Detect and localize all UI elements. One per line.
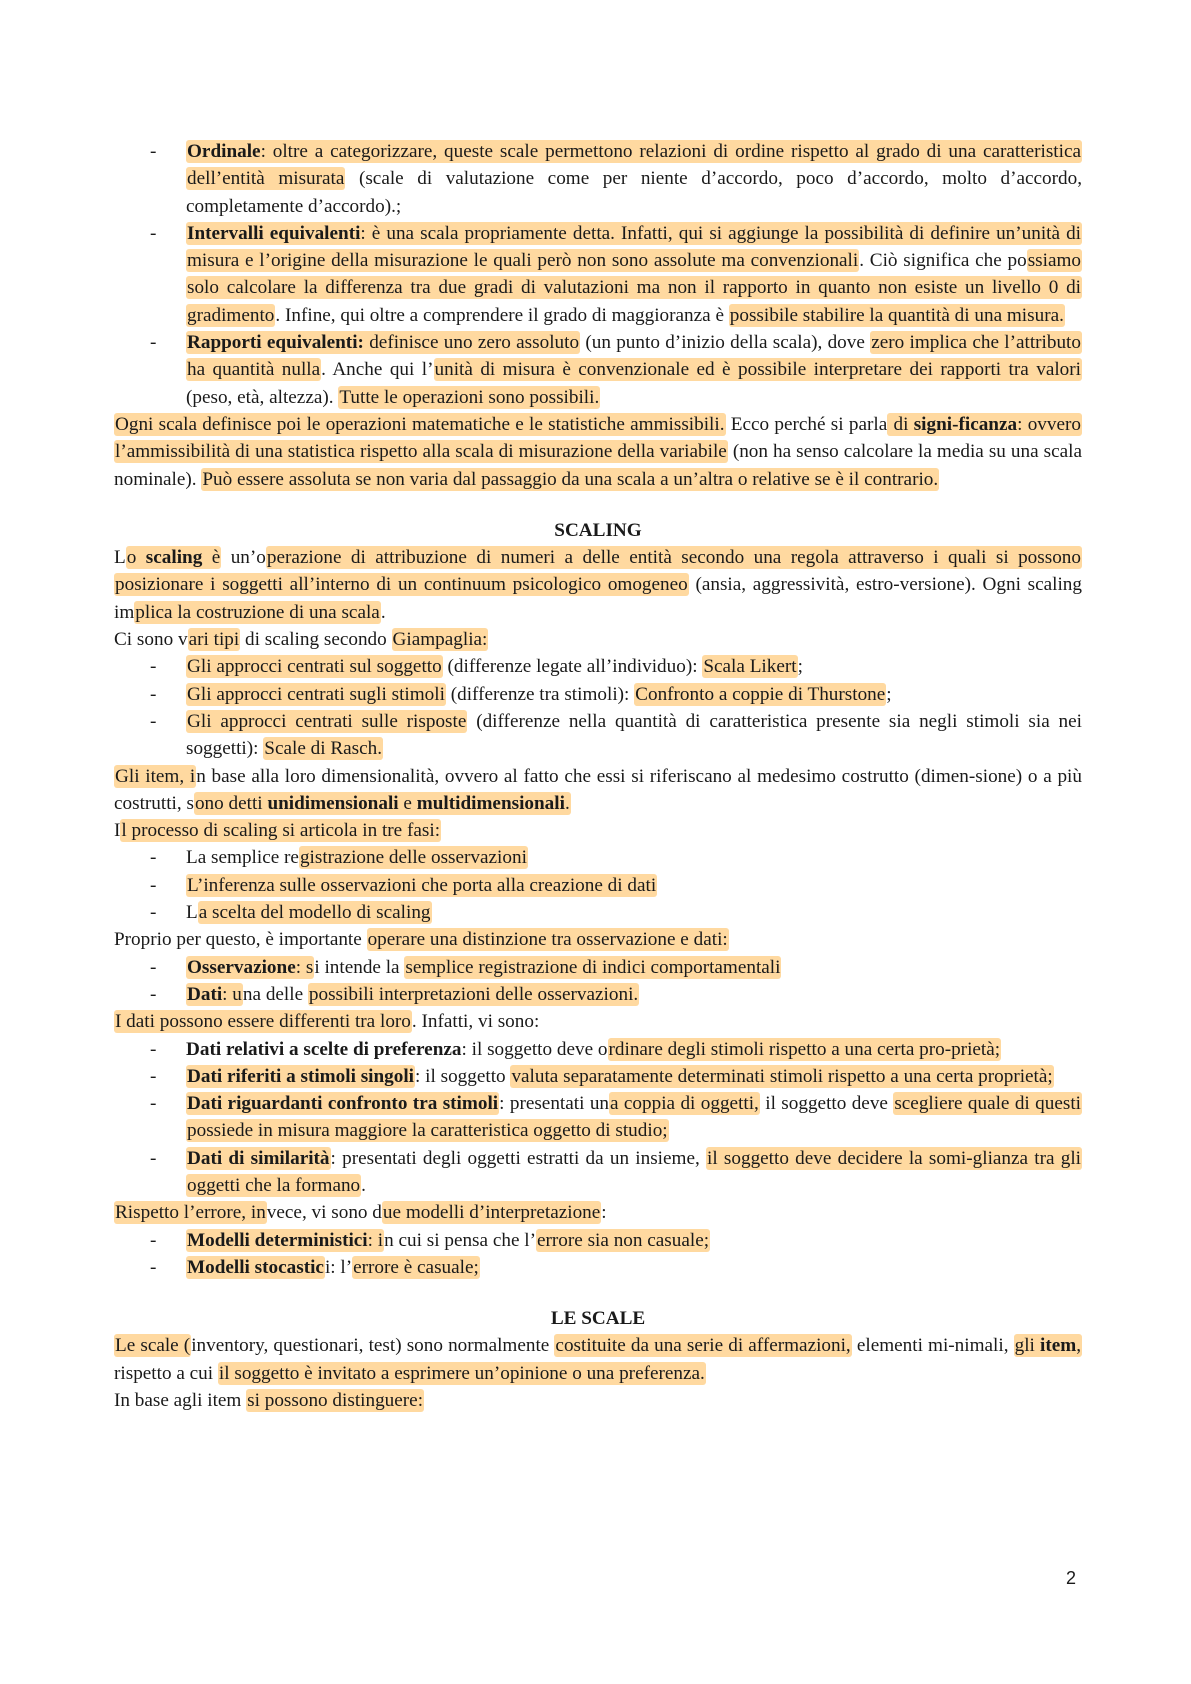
paragraph-item-dimensionality [114, 763, 1082, 818]
highlight-text: : oltre a categorizzare, queste scale permettono relazioni di ordine rispetto al grado di una caratteristica dell’entità misurata [187, 141, 1081, 190]
body-text: n cui si pensa che l’ [384, 1229, 536, 1251]
body-text: (ansia, aggressività, estro-versione). Ogni scaling im [114, 574, 1082, 623]
highlight-text: e [398, 792, 417, 814]
term-significanza: signi-ficanza [913, 413, 1018, 435]
highlight-text: a scelta del modello di scaling [198, 902, 431, 924]
highlight-text: Giampaglia: [392, 629, 488, 651]
body-text: elementi mi-nimali, [851, 1335, 1014, 1357]
paragraph-scaling-definition [114, 544, 1082, 626]
highlight-text: perazione di attribuzione di numeri a delle entità secondo una regola attraverso i quali si possono posizionare i soggetti all’interno di un continuum psicologico omogeneo [115, 547, 1081, 596]
highlight-text: plica la costruzione di una scala [135, 601, 380, 623]
highlight-text: gli [1014, 1335, 1040, 1357]
body-text: ; [797, 656, 803, 678]
data-types-list [114, 1036, 1082, 1200]
highlight-text: Gli approcci centrati sul soggetto [187, 656, 442, 678]
highlight-text: L’inferenza sulle osservazioni che porta alla creazione di dati [187, 874, 657, 896]
body-text: (differenze legate all’individuo): [442, 656, 703, 678]
highlight-text: , [1076, 1335, 1082, 1357]
paragraph-item-distinction [114, 1387, 1082, 1414]
page-number: 2 [1066, 1568, 1077, 1588]
highlight-text: Tutte le operazioni sono possibili. [339, 386, 600, 408]
body-text: vece, vi sono d [266, 1202, 382, 1224]
section-heading-scaling: SCALING [554, 519, 642, 541]
highlight-text: possibili interpretazioni delle osservazioni. [308, 983, 639, 1005]
highlight-text: ari tipi [188, 629, 240, 651]
list-item [186, 844, 1082, 871]
list-item [186, 1227, 1082, 1254]
term-scaling: scaling [145, 547, 203, 569]
body-text: (peso, età, altezza). [186, 386, 339, 408]
term-dati: Dati [187, 983, 223, 1005]
term-dati-confronto: Dati riguardanti confronto tra stimoli [187, 1093, 499, 1115]
body-text: (scale di valutazione come per niente d’accordo, poco d’accordo, molto d’accordo, completamente d’accordo).; [186, 168, 1082, 217]
body-text: . [380, 601, 386, 623]
body-text: rispetto a cui [114, 1362, 218, 1384]
term-dati-similarita: Dati di similarità [187, 1147, 330, 1169]
body-text: i: l’ [324, 1256, 353, 1278]
paragraph-error-models [114, 1199, 1082, 1226]
body-text: . Infine, qui oltre a comprendere il grado di maggioranza è [275, 304, 729, 326]
body-text: . Ciò significa che po [859, 250, 1027, 272]
body-text: (differenze nella quantità di caratteristica presente sia negli stimoli sia nei soggetti): [186, 710, 1082, 760]
highlight-text: di [888, 413, 914, 435]
highlight-text: . [564, 792, 570, 814]
body-text: Ecco perché si parla [725, 413, 888, 435]
document-page [114, 138, 1082, 1414]
term-dati-stimoli-singoli: Dati riferiti a stimoli singoli [187, 1065, 415, 1087]
term-multidimensionali: multidimensionali [416, 792, 565, 814]
term-intervalli: Intervalli equivalenti [187, 222, 361, 244]
body-text: : presentati degli oggetti estratti da un insieme, [330, 1147, 707, 1169]
body-text: La semplice re [186, 847, 299, 869]
list-item [186, 1090, 1082, 1145]
term-osservazione: Osservazione [187, 956, 296, 978]
body-text: : presentati un [499, 1093, 610, 1115]
body-text: L [186, 902, 198, 924]
list-item-rapporti [186, 329, 1082, 411]
term-modelli-stocastici: Modelli stocastic [187, 1256, 324, 1278]
highlight-text: si possono distinguere: [247, 1390, 424, 1412]
list-item [186, 653, 1082, 680]
highlight-text: zero implica che l’attributo ha quantità nulla [187, 332, 1081, 381]
list-item [186, 872, 1082, 899]
highlight-text: : ovvero l’ammissibilità di una statistica rispetto alla scala di misurazione della variabile [115, 413, 1081, 463]
highlight-text: scegliere quale di questi possiede in misura maggiore la caratteristica oggetto di studio; [187, 1093, 1081, 1142]
highlight-text: : è una scala propriamente detta. Infatti, qui si aggiunge la possibilità di definire un’unità di misura e l’origine della misurazione le quali però non sono assolute ma convenzionali [187, 222, 1081, 272]
term-modelli-deterministici: Modelli deterministici [187, 1229, 368, 1251]
list-item [186, 1254, 1082, 1281]
highlight-text: o [126, 547, 146, 569]
highlight-text: unità di misura è convenzionale ed è possibile interpretare dei rapporti tra valori [434, 359, 1081, 381]
body-text: I [114, 820, 121, 842]
body-text: un’o [221, 547, 266, 569]
body-text: : il soggetto deve o [461, 1038, 608, 1060]
highlight-text: gistrazione delle osservazioni [299, 847, 527, 869]
highlight-text: valuta separatamente determinati stimoli rispetto a una certa proprietà; [511, 1065, 1053, 1087]
highlight-text: Gli item, i [115, 765, 196, 787]
highlight-text: : u [222, 983, 242, 1005]
definitions-list [114, 954, 1082, 1009]
highlight-text: Può essere assoluta se non varia dal passaggio da una scala a un’altra o relative se è il contrario. [202, 468, 939, 490]
paragraph-observation-data [114, 926, 1082, 953]
highlight-text: errore sia non casuale; [536, 1229, 710, 1251]
term-unidimensionali: unidimensionali [267, 792, 399, 814]
highlight-text: operare una distinzione tra osservazione e dati: [367, 929, 728, 951]
list-item [186, 1036, 1082, 1063]
body-text: In base agli item [114, 1390, 247, 1412]
highlight-text: possibile stabilire la quantità di una misura. [729, 304, 1064, 326]
highlight-text: il soggetto è invitato a esprimere un’opinione o una preferenza. [218, 1362, 705, 1384]
paragraph-scaling-phases [114, 817, 1082, 844]
body-text: Proprio per questo, è importante [114, 929, 367, 951]
list-item [186, 708, 1082, 763]
body-text: : [601, 1202, 607, 1224]
highlight-text: rdinare degli stimoli rispetto a una certa pro-prietà; [608, 1038, 1001, 1060]
body-text: inventory, questionari, test) sono normalmente [191, 1335, 555, 1357]
body-text: Ci sono v [114, 629, 188, 651]
body-text: L [114, 547, 126, 569]
models-list [114, 1227, 1082, 1282]
term-rapporti: Rapporti equivalenti: [187, 332, 364, 354]
paragraph-data-types [114, 1008, 1082, 1035]
highlight-text: Gli approcci centrati sugli stimoli [187, 683, 445, 705]
highlight-text: il soggetto deve decidere la somi-glianza tra gli oggetti che la formano [187, 1147, 1082, 1196]
highlight-text: Scala Likert [703, 656, 797, 678]
paragraph-significanza [114, 411, 1082, 493]
highlight-text: l processo di scaling si articola in tre fasi: [121, 820, 441, 842]
body-text: : il soggetto [415, 1065, 511, 1087]
paragraph-scaling-types [114, 626, 1082, 653]
list-item [186, 899, 1082, 926]
highlight-text: definisce uno zero assoluto [363, 332, 580, 354]
highlight-text: Confronto a coppie di Thurstone [635, 683, 886, 705]
list-item-ordinale [186, 138, 1082, 220]
body-text: il soggetto deve [759, 1093, 894, 1115]
highlight-text: semplice registrazione di indici comportamentali [405, 956, 781, 978]
scale-types-list [114, 138, 1082, 411]
body-text: na delle [242, 983, 308, 1005]
highlight-text: errore è casuale; [353, 1256, 479, 1278]
list-item [186, 981, 1082, 1008]
body-text: ; [886, 683, 892, 705]
list-item [186, 681, 1082, 708]
body-text: . [361, 1174, 366, 1196]
scaling-approaches-list [114, 653, 1082, 762]
term-dati-preferenza: Dati relativi a scelte di preferenza [186, 1038, 462, 1060]
highlight-text: Ogni scala definisce poi le operazioni matematiche e le statistiche ammissibili. [115, 413, 725, 435]
highlight-text: I dati possono essere differenti tra loro [115, 1011, 411, 1033]
body-text: . Anche qui l’ [321, 359, 434, 381]
section-heading-le-scale: LE SCALE [550, 1308, 646, 1330]
term-item: item [1039, 1335, 1077, 1357]
highlight-text: ono detti [194, 792, 268, 814]
list-item [186, 954, 1082, 981]
highlight-text: ssiamo solo calcolare la differenza tra due gradi di valutazioni ma non il rapporto in quanto non esiste un livello 0 di gradimento [187, 250, 1081, 326]
body-text: i intende la [314, 956, 405, 978]
list-item [186, 1145, 1082, 1200]
body-text: (differenze tra stimoli): [445, 683, 635, 705]
highlight-text: a coppia di oggetti, [610, 1093, 759, 1115]
scaling-phases-list [114, 844, 1082, 926]
highlight-text: Gli approcci centrati sulle risposte [187, 710, 467, 732]
body-text: . Infatti, vi sono: [411, 1011, 540, 1033]
body-text: n base alla loro dimensionalità, ovvero al fatto che essi si riferiscano al medesimo costrutto (dimen-sione) o a più costrutti, s [114, 765, 1082, 814]
body-text: di scaling secondo [240, 629, 392, 651]
body-text: (non ha senso calcolare la media su una scala nominale). [114, 441, 1082, 490]
highlight-text: : i [367, 1229, 384, 1251]
term-ordinale: Ordinale [187, 141, 261, 162]
highlight-text: Scale di Rasch. [264, 738, 383, 760]
body-text: (un punto d’inizio della scala), dove [580, 332, 871, 354]
list-item-intervalli [186, 220, 1082, 329]
highlight-text: : s [295, 956, 314, 978]
highlight-text: costituite da una serie di affermazioni, [555, 1335, 851, 1357]
highlight-text: è [202, 547, 221, 569]
list-item [186, 1063, 1082, 1090]
highlight-text: Rispetto l’errore, in [115, 1202, 266, 1224]
paragraph-scale-definition [114, 1332, 1082, 1387]
highlight-text: Le scale ( [115, 1335, 191, 1357]
highlight-text: ue modelli d’interpretazione [382, 1202, 601, 1224]
